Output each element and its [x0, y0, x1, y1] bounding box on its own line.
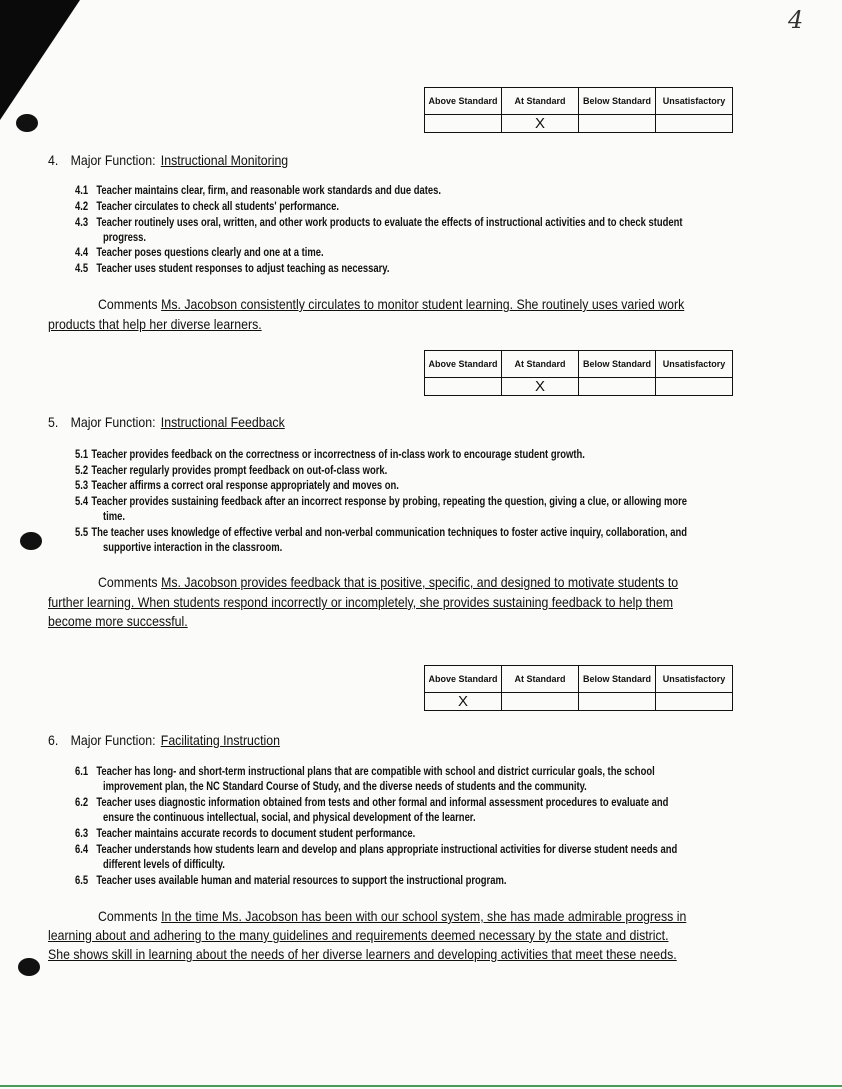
criterion-line — [75, 527, 687, 539]
rating-cell[interactable] — [656, 378, 733, 396]
criterion-number: 6.2 — [75, 797, 89, 809]
criterion-text: Teacher provides feedback on the correctness or incorrectness of in-class work to encourage student growth. — [91, 449, 585, 461]
criterion-line — [103, 859, 225, 871]
criterion-number: 4.4 — [75, 247, 89, 259]
section-heading — [48, 414, 285, 430]
rating-header: At Standard — [502, 666, 579, 693]
rating-cell[interactable] — [502, 693, 579, 711]
criterion-line — [75, 844, 677, 856]
rating-header: Unsatisfactory — [656, 351, 733, 378]
criterion-number: 6.5 — [75, 875, 89, 887]
scan-edge-line — [0, 1085, 842, 1087]
criterion-text: Teacher maintains accurate records to document student performance. — [96, 828, 416, 840]
criterion-text: The teacher uses knowledge of effective verbal and non-verbal communication techniques to foster active inquiry, collaboration, and — [91, 527, 688, 539]
comment-text: She shows skill in learning about the needs of her diverse learners and developing activities that meet these needs. — [48, 946, 677, 962]
section-number: 6. — [48, 732, 59, 748]
rating-cell[interactable] — [425, 378, 502, 396]
criterion-line — [75, 828, 415, 840]
comments-label: Comments — [98, 908, 158, 924]
criterion-text: ensure the continuous intellectual, social, and physical development of the learner. — [103, 812, 476, 824]
criterion-text: Teacher circulates to check all students' performance. — [96, 201, 339, 213]
rating-table — [424, 350, 733, 396]
rating-table — [424, 665, 733, 711]
comment-line — [48, 594, 673, 610]
section-number: 4. — [48, 152, 59, 168]
criterion-text: Teacher poses questions clearly and one at a time. — [96, 247, 324, 259]
page-number: 4 — [788, 6, 804, 34]
comments-label: Comments — [98, 574, 158, 590]
rating-header: Above Standard — [425, 88, 502, 115]
comment-line — [98, 296, 684, 312]
criterion-line — [75, 465, 387, 477]
comment-text: learning about and adhering to the many guidelines and requirements deemed necessary by the state and district. — [48, 927, 669, 943]
criterion-text: progress. — [103, 232, 146, 244]
rating-cell[interactable] — [579, 378, 656, 396]
section-heading — [48, 152, 288, 168]
punch-hole — [18, 958, 40, 976]
criterion-line — [75, 480, 399, 492]
criterion-text: Teacher uses diagnostic information obtained from tests and other formal and informal assessment procedures to evaluate and — [96, 797, 669, 809]
comment-line — [98, 908, 686, 924]
criterion-text: Teacher uses available human and material resources to support the instructional program. — [96, 875, 507, 887]
criterion-number: 4.5 — [75, 263, 89, 275]
criterion-number: 4.3 — [75, 217, 89, 229]
rating-header: Below Standard — [579, 666, 656, 693]
comment-text: Ms. Jacobson provides feedback that is positive, specific, and designed to motivate students to — [161, 574, 679, 590]
rating-cell[interactable] — [579, 693, 656, 711]
criterion-text: Teacher regularly provides prompt feedback on out-of-class work. — [91, 465, 388, 477]
criterion-line — [75, 247, 324, 259]
criterion-line — [75, 797, 668, 809]
criterion-text: different levels of difficulty. — [103, 859, 225, 871]
criterion-line — [75, 496, 687, 508]
rating-cell[interactable]: X — [425, 693, 502, 711]
punch-hole — [20, 532, 42, 550]
comment-line — [98, 574, 678, 590]
section-heading — [48, 732, 280, 748]
criterion-number: 5.3 — [75, 480, 89, 492]
comment-line — [48, 613, 188, 629]
comment-text: Ms. Jacobson consistently circulates to monitor student learning. She routinely uses varied work — [161, 296, 685, 312]
rating-cell[interactable]: X — [502, 378, 579, 396]
criterion-line — [75, 201, 339, 213]
criterion-text: Teacher affirms a correct oral response appropriately and moves on. — [91, 480, 399, 492]
criterion-number: 5.1 — [75, 449, 89, 461]
criterion-line — [75, 766, 655, 778]
scan-corner-shadow — [0, 0, 80, 120]
criterion-number: 5.5 — [75, 527, 89, 539]
criterion-number: 5.4 — [75, 496, 89, 508]
criterion-text: Teacher understands how students learn and develop and plans appropriate instructional activities for diverse student needs and — [96, 844, 678, 856]
rating-cell[interactable] — [425, 115, 502, 133]
criterion-text: time. — [103, 511, 126, 523]
comment-line — [48, 316, 262, 332]
rating-cell[interactable] — [656, 693, 733, 711]
criterion-text: improvement plan, the NC Standard Course of Study, and the diverse needs of students and the community. — [103, 781, 587, 793]
rating-header: Above Standard — [425, 351, 502, 378]
criterion-text: Teacher provides sustaining feedback after an incorrect response by probing, repeating the question, giving a clue, or allowing more — [91, 496, 688, 508]
rating-header: At Standard — [502, 88, 579, 115]
criterion-number: 6.4 — [75, 844, 89, 856]
rating-header: Unsatisfactory — [656, 666, 733, 693]
rating-cell[interactable] — [579, 115, 656, 133]
rating-header: Above Standard — [425, 666, 502, 693]
section-title: Facilitating Instruction — [160, 732, 280, 748]
criterion-line — [75, 185, 441, 197]
criterion-text: supportive interaction in the classroom. — [103, 542, 283, 554]
criterion-line — [103, 232, 146, 244]
criterion-number: 4.1 — [75, 185, 89, 197]
section-prefix: Major Function: — [70, 414, 156, 430]
section-title: Instructional Monitoring — [160, 152, 289, 168]
criterion-number: 6.1 — [75, 766, 89, 778]
comments-label: Comments — [98, 296, 158, 312]
criterion-text: Teacher has long- and short-term instructional plans that are compatible with school and district curricular goals, the school — [96, 766, 655, 778]
criterion-line — [103, 542, 282, 554]
criterion-number: 6.3 — [75, 828, 89, 840]
section-number: 5. — [48, 414, 59, 430]
comment-text: In the time Ms. Jacobson has been with our school system, she has made admirable progress in — [161, 908, 687, 924]
rating-header: Below Standard — [579, 351, 656, 378]
rating-table — [424, 87, 733, 133]
criterion-text: Teacher maintains clear, firm, and reasonable work standards and due dates. — [96, 185, 441, 197]
criterion-line — [103, 812, 476, 824]
comment-line — [48, 946, 677, 962]
rating-cell[interactable]: X — [502, 115, 579, 133]
criterion-number: 5.2 — [75, 465, 89, 477]
criterion-line — [103, 781, 587, 793]
criterion-line — [75, 217, 683, 229]
criterion-line — [75, 449, 585, 461]
criterion-line — [103, 511, 125, 523]
section-prefix: Major Function: — [70, 732, 156, 748]
rating-header: Unsatisfactory — [656, 88, 733, 115]
section-prefix: Major Function: — [70, 152, 156, 168]
comment-line — [48, 927, 668, 943]
punch-hole — [16, 114, 38, 132]
section-title: Instructional Feedback — [160, 414, 285, 430]
rating-header: Below Standard — [579, 88, 656, 115]
criterion-text: Teacher uses student responses to adjust teaching as necessary. — [96, 263, 390, 275]
comment-text: become more successful. — [48, 613, 188, 629]
comment-text: further learning. When students respond incorrectly or incompletely, she provides sustaining feedback to help them — [48, 594, 674, 610]
comment-text: products that help her diverse learners. — [48, 316, 262, 332]
criterion-line — [75, 875, 506, 887]
rating-cell[interactable] — [656, 115, 733, 133]
rating-header: At Standard — [502, 351, 579, 378]
criterion-number: 4.2 — [75, 201, 89, 213]
criterion-line — [75, 263, 389, 275]
criterion-text: Teacher routinely uses oral, written, and other work products to evaluate the effects of instructional activities and to check student — [96, 217, 683, 229]
